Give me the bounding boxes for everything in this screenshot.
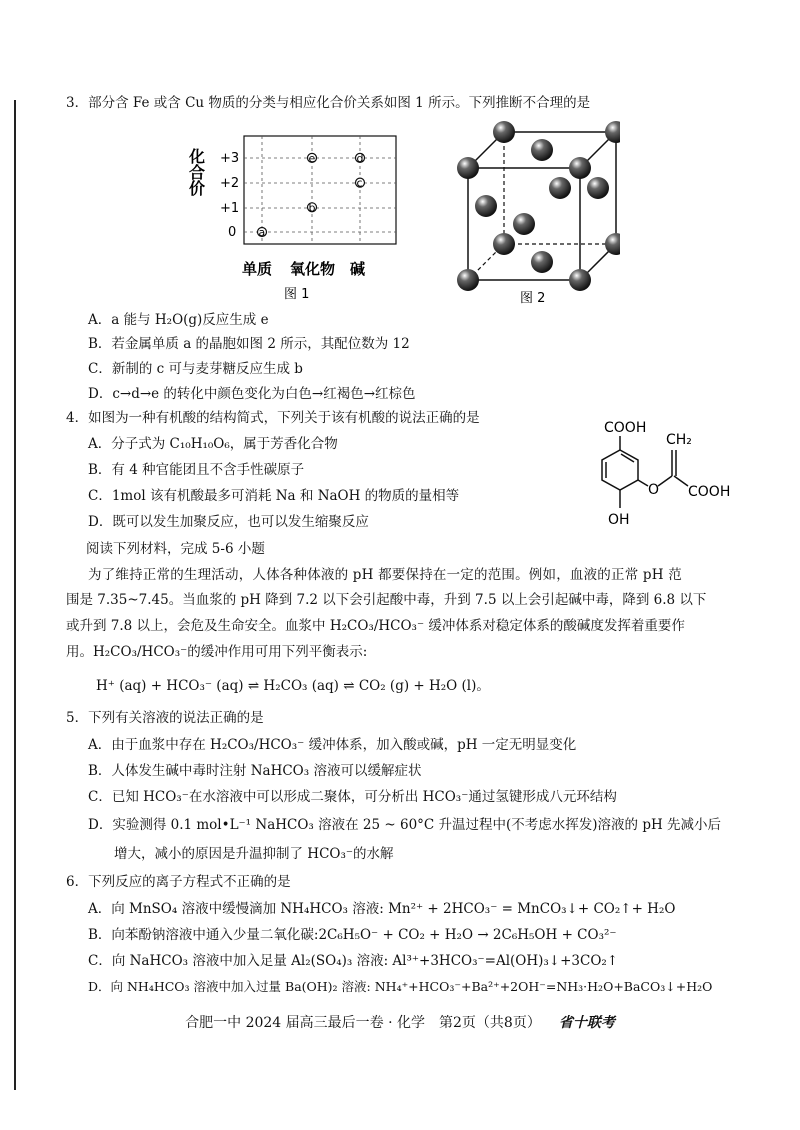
q6-stem: 6．下列反应的离子方程式不正确的是 [66, 874, 291, 890]
q5-option-c: C．已知 HCO₃⁻在水溶液中可以形成二聚体，可分析出 HCO₃⁻通过氢键形成八元环结构 [88, 789, 617, 805]
q6-option-d: D．向 NH₄HCO₃ 溶液中加入过量 Ba(OH)₂ 溶液: NH₄⁺+HCO₃⁻+Ba²⁺+2OH⁻=NH₃·H₂O+BaCO₃↓+H₂O [88, 979, 713, 994]
q3-stem: 3．部分含 Fe 或含 Cu 物质的分类与相应化合价关系如图 1 所示。下列推断不合理的是 [66, 95, 591, 111]
q3-option-c: C．新制的 c 可与麦芽糖反应生成 b [88, 361, 303, 377]
figure-1-chart [180, 128, 410, 308]
fig1-point-label: c [356, 176, 363, 190]
q6-option-a: A．向 MnSO₄ 溶液中缓慢滴加 NH₄HCO₃ 溶液: Mn²⁺ + 2HCO₃⁻ = MnCO₃↓+ CO₂↑+ H₂O [88, 901, 676, 917]
reading-para-line-2: 围是 7.35~7.45。当血浆的 pH 降到 7.2 以下会引起酸中毒，升到 7.5 以上会引起碱中毒，降到 6.8 以下 [66, 592, 707, 608]
fig2-caption: 图 2 [520, 291, 546, 306]
q4-option-d: D．既可以发生加聚反应，也可以发生缩聚反应 [88, 514, 369, 530]
fig1-ylabel: 化合价 [186, 148, 206, 196]
struct-cooh-top: COOH [604, 420, 647, 436]
fig1-point-label: b [308, 201, 316, 215]
fig1-point-label: a [258, 226, 266, 239]
fig1-caption: 图 1 [284, 287, 310, 302]
q4-option-c: C．1mol 该有机酸最多可消耗 Na 和 NaOH 的物质的量相等 [88, 488, 460, 504]
q6-option-c: C．向 NaHCO₃ 溶液中加入足量 Al₂(SO₄)₃ 溶液: Al³⁺+3HCO₃⁻=Al(OH)₃↓+3CO₂↑ [88, 953, 619, 969]
buffer-equation: H⁺ (aq) + HCO₃⁻ (aq) ⇌ H₂CO₃ (aq) ⇌ CO₂ (g) + H₂O (l)。 [96, 678, 490, 694]
fig1-ytick: +1 [220, 201, 240, 216]
fig1-xlabel: 单质 [242, 260, 273, 278]
q4-option-b: B．有 4 种官能团且不含手性碳原子 [88, 462, 305, 478]
fig1-point-label: d [356, 151, 364, 165]
reading-para-line-4: 用。H₂CO₃/HCO₃⁻的缓冲作用可用下列平衡表示: [66, 644, 368, 660]
fig1-xlabel: 碱 [350, 260, 366, 278]
fig1-ytick: +3 [220, 151, 240, 166]
reading-para-line-3: 或升到 7.8 以上，会危及生命安全。血浆中 H₂CO₃/HCO₃⁻ 缓冲体系对稳定体系的酸碱度发挥着重要作 [66, 618, 685, 634]
q5-option-d-cont: 增大，减小的原因是升温抑制了 HCO₃⁻的水解 [114, 846, 394, 862]
reading-intro: 阅读下列材料，完成 5-6 小题 [86, 541, 265, 557]
q3-option-d: D．c→d→e 的转化中颜色变化为白色→红褐色→红棕色 [88, 386, 416, 402]
footer-tag: 省十联考 [558, 1015, 615, 1031]
q5-option-b: B．人体发生碱中毒时注射 NaHCO₃ 溶液可以缓解症状 [88, 763, 422, 779]
organic-acid-structure [580, 414, 760, 530]
fig1-xlabel: 氧化物 [290, 260, 336, 278]
struct-oh: OH [608, 512, 630, 528]
margin-rule [14, 100, 16, 1090]
fig1-point-label: e [308, 151, 316, 165]
q6-option-b: B．向苯酚钠溶液中通入少量二氧化碳:2C₆H₅O⁻ + CO₂ + H₂O → 2C₆H₅OH + CO₃²⁻ [88, 927, 617, 943]
q3-option-b: B．若金属单质 a 的晶胞如图 2 所示，其配位数为 12 [88, 336, 410, 352]
q5-option-d: D．实验测得 0.1 mol•L⁻¹ NaHCO₃ 溶液在 25 ~ 60°C 升温过程中(不考虑水挥发)溶液的 pH 先减小后 [88, 817, 722, 833]
struct-o: O [648, 482, 660, 498]
page-footer [0, 1012, 800, 1032]
figure-2-crystal-cell [440, 116, 620, 306]
struct-ch2: CH₂ [666, 432, 692, 448]
footer-text: 合肥一中 2024 届高三最后一卷 · 化学 第2页（共8页） [185, 1015, 541, 1031]
struct-cooh-right: COOH [688, 484, 731, 500]
q4-option-a: A．分子式为 C₁₀H₁₀O₆，属于芳香化合物 [88, 436, 338, 452]
reading-para-line-1: 为了维持正常的生理活动，人体各种体液的 pH 都要保持在一定的范围。例如，血液的正常 pH 范 [88, 567, 682, 583]
q4-stem: 4．如图为一种有机酸的结构简式，下列关于该有机酸的说法正确的是 [66, 410, 480, 426]
fig1-ytick: 0 [228, 225, 237, 240]
fig1-ytick: +2 [220, 176, 240, 191]
fig1-grid [244, 136, 396, 244]
q5-option-a: A．由于血浆中存在 H₂CO₃/HCO₃⁻ 缓冲体系，加入酸或碱，pH 一定无明显变化 [88, 737, 577, 753]
q5-stem: 5．下列有关溶液的说法正确的是 [66, 710, 264, 726]
q3-option-a: A．a 能与 H₂O(g)反应生成 e [88, 312, 269, 328]
